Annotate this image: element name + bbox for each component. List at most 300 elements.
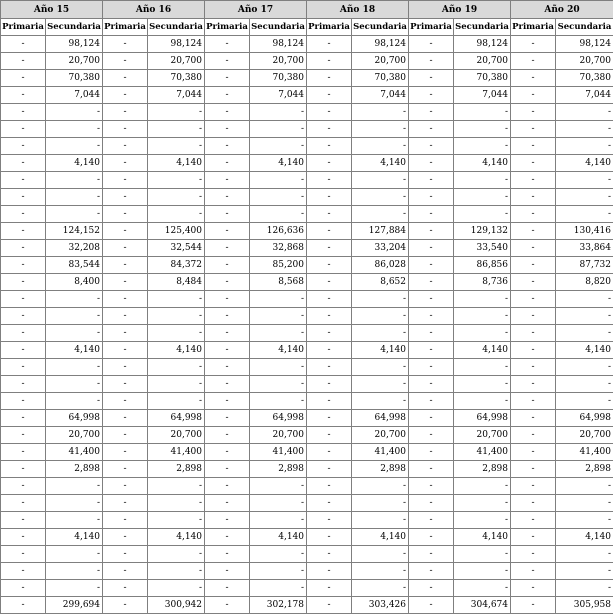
secundaria-cell: - <box>250 495 307 512</box>
primaria-cell: - <box>307 410 352 427</box>
primaria-cell: - <box>103 291 148 308</box>
primaria-cell: - <box>511 529 556 546</box>
primaria-cell: - <box>1 87 46 104</box>
primaria-cell: - <box>511 342 556 359</box>
secundaria-cell: - <box>556 172 613 189</box>
secundaria-cell: - <box>250 359 307 376</box>
secundaria-cell: - <box>352 121 409 138</box>
primaria-cell: - <box>511 155 556 172</box>
primaria-cell: - <box>307 223 352 240</box>
secundaria-cell: - <box>250 138 307 155</box>
primaria-cell: - <box>409 478 454 495</box>
year-header: Año 17 <box>205 1 307 19</box>
secundaria-cell: - <box>556 512 613 529</box>
secundaria-cell: - <box>148 478 205 495</box>
primaria-cell: - <box>511 172 556 189</box>
primaria-cell: - <box>409 138 454 155</box>
secundaria-cell: 20,700 <box>454 53 511 70</box>
primaria-cell: - <box>205 325 250 342</box>
secundaria-cell: - <box>148 359 205 376</box>
secundaria-cell: - <box>46 172 103 189</box>
primaria-cell: - <box>307 189 352 206</box>
secundaria-cell: - <box>148 512 205 529</box>
secundaria-cell: - <box>352 376 409 393</box>
secundaria-cell: - <box>454 325 511 342</box>
secundaria-cell: - <box>454 104 511 121</box>
secundaria-cell: - <box>352 393 409 410</box>
secundaria-cell: - <box>556 138 613 155</box>
secundaria-cell: 41,400 <box>556 444 613 461</box>
primaria-cell: - <box>1 580 46 597</box>
primaria-cell: - <box>307 274 352 291</box>
secundaria-cell: 41,400 <box>352 444 409 461</box>
primaria-cell: - <box>409 325 454 342</box>
secundaria-cell: 64,998 <box>556 410 613 427</box>
secundaria-cell: 124,152 <box>46 223 103 240</box>
secundaria-cell: - <box>250 308 307 325</box>
secundaria-cell: - <box>352 495 409 512</box>
primaria-cell: - <box>103 359 148 376</box>
primaria-cell: - <box>1 393 46 410</box>
primaria-cell: - <box>409 495 454 512</box>
secundaria-cell: - <box>46 138 103 155</box>
secundaria-cell: 8,568 <box>250 274 307 291</box>
primaria-cell: - <box>1 342 46 359</box>
secundaria-cell: 303,426 <box>352 597 409 614</box>
secundaria-cell: - <box>46 546 103 563</box>
secundaria-cell: 4,140 <box>454 529 511 546</box>
secundaria-cell: - <box>250 512 307 529</box>
secundaria-cell: - <box>46 376 103 393</box>
primaria-cell: - <box>409 189 454 206</box>
primaria-cell: - <box>1 274 46 291</box>
year-header: Año 18 <box>307 1 409 19</box>
primaria-cell: - <box>103 257 148 274</box>
primaria-cell: - <box>1 410 46 427</box>
secundaria-cell: 70,380 <box>352 70 409 87</box>
primaria-header: Primaria <box>1 19 46 36</box>
secundaria-cell: - <box>556 478 613 495</box>
primaria-cell: - <box>205 121 250 138</box>
table-row <box>1 172 613 189</box>
primaria-cell: - <box>1 444 46 461</box>
secundaria-cell: 2,898 <box>352 461 409 478</box>
primaria-cell: - <box>307 461 352 478</box>
primaria-cell: - <box>103 223 148 240</box>
primaria-cell: - <box>103 206 148 223</box>
primaria-cell: - <box>307 597 352 614</box>
secundaria-cell: 299,694 <box>46 597 103 614</box>
secundaria-cell: - <box>556 376 613 393</box>
table-row <box>1 512 613 529</box>
secundaria-cell: - <box>454 376 511 393</box>
secundaria-cell: 4,140 <box>250 529 307 546</box>
table-body <box>1 36 613 614</box>
table-row <box>1 223 613 240</box>
secundaria-cell: - <box>454 580 511 597</box>
secundaria-cell: - <box>148 104 205 121</box>
primaria-cell: - <box>307 546 352 563</box>
secundaria-cell: - <box>454 495 511 512</box>
table-row <box>1 257 613 274</box>
primaria-cell: - <box>307 529 352 546</box>
secundaria-header: Secundaria <box>454 19 511 36</box>
primaria-cell: - <box>205 206 250 223</box>
secundaria-cell: - <box>46 189 103 206</box>
table-row <box>1 359 613 376</box>
table-row <box>1 274 613 291</box>
primaria-cell: - <box>103 393 148 410</box>
primaria-cell: - <box>205 461 250 478</box>
primaria-cell: - <box>409 427 454 444</box>
secundaria-cell: 70,380 <box>556 70 613 87</box>
secundaria-cell: 4,140 <box>46 529 103 546</box>
secundaria-cell: 32,208 <box>46 240 103 257</box>
secundaria-cell: - <box>46 308 103 325</box>
primaria-cell: - <box>307 478 352 495</box>
primaria-cell: - <box>409 172 454 189</box>
primaria-cell: - <box>307 291 352 308</box>
primaria-cell: - <box>1 240 46 257</box>
primaria-cell: - <box>511 580 556 597</box>
primaria-cell: - <box>307 36 352 53</box>
secundaria-cell: 125,400 <box>148 223 205 240</box>
secundaria-cell: - <box>556 325 613 342</box>
table-row <box>1 342 613 359</box>
primaria-cell: - <box>307 342 352 359</box>
secundaria-cell: 70,380 <box>148 70 205 87</box>
secundaria-cell: 64,998 <box>352 410 409 427</box>
secundaria-cell: 98,124 <box>250 36 307 53</box>
primaria-cell: - <box>205 393 250 410</box>
secundaria-cell: - <box>556 580 613 597</box>
secundaria-cell: - <box>46 393 103 410</box>
primaria-cell: - <box>1 155 46 172</box>
secundaria-cell: - <box>148 563 205 580</box>
table-row <box>1 461 613 478</box>
primaria-cell: - <box>103 104 148 121</box>
primaria-cell: - <box>511 70 556 87</box>
primaria-cell: - <box>409 155 454 172</box>
primaria-cell: - <box>205 563 250 580</box>
primaria-cell: - <box>205 87 250 104</box>
primaria-cell: - <box>307 121 352 138</box>
primaria-cell: - <box>307 155 352 172</box>
secundaria-cell: - <box>352 172 409 189</box>
secundaria-cell: 64,998 <box>148 410 205 427</box>
primaria-cell: - <box>409 376 454 393</box>
primaria-cell: - <box>1 546 46 563</box>
primaria-cell: - <box>205 410 250 427</box>
primaria-cell: - <box>103 274 148 291</box>
primaria-cell: - <box>103 580 148 597</box>
primaria-cell: - <box>1 291 46 308</box>
secundaria-cell: - <box>148 189 205 206</box>
table-row <box>1 410 613 427</box>
primaria-cell: - <box>511 325 556 342</box>
primaria-cell: - <box>205 580 250 597</box>
secundaria-cell: 8,400 <box>46 274 103 291</box>
primaria-cell: - <box>511 223 556 240</box>
secundaria-cell: 70,380 <box>454 70 511 87</box>
secundaria-cell: - <box>352 325 409 342</box>
primaria-cell: - <box>409 444 454 461</box>
secundaria-cell: 4,140 <box>454 155 511 172</box>
secundaria-cell: - <box>556 189 613 206</box>
secundaria-cell: - <box>556 121 613 138</box>
secundaria-cell: 87,732 <box>556 257 613 274</box>
primaria-cell: - <box>409 563 454 580</box>
primaria-cell: - <box>205 104 250 121</box>
primaria-cell: - <box>409 206 454 223</box>
secundaria-cell: - <box>46 121 103 138</box>
table-row <box>1 444 613 461</box>
primaria-cell: - <box>1 529 46 546</box>
secundaria-cell: - <box>352 580 409 597</box>
secundaria-cell: 4,140 <box>250 155 307 172</box>
primaria-cell: - <box>511 495 556 512</box>
secundaria-cell: 300,942 <box>148 597 205 614</box>
secundaria-cell: - <box>454 121 511 138</box>
primaria-cell: - <box>205 36 250 53</box>
year-header: Año 19 <box>409 1 511 19</box>
secundaria-cell: 98,124 <box>148 36 205 53</box>
table-row <box>1 529 613 546</box>
secundaria-cell: 8,484 <box>148 274 205 291</box>
table-row <box>1 104 613 121</box>
secundaria-cell: 32,868 <box>250 240 307 257</box>
primaria-cell: - <box>511 121 556 138</box>
table-row <box>1 240 613 257</box>
level-header-row <box>1 19 613 36</box>
primaria-header: Primaria <box>511 19 556 36</box>
year-header: Año 20 <box>511 1 613 19</box>
secundaria-cell: 304,674 <box>454 597 511 614</box>
secundaria-cell: - <box>454 359 511 376</box>
secundaria-cell: - <box>352 308 409 325</box>
table-row <box>1 393 613 410</box>
primaria-cell: - <box>1 461 46 478</box>
secundaria-cell: - <box>556 206 613 223</box>
secundaria-cell: 2,898 <box>250 461 307 478</box>
secundaria-cell: 41,400 <box>46 444 103 461</box>
secundaria-cell: - <box>454 393 511 410</box>
secundaria-header: Secundaria <box>556 19 613 36</box>
secundaria-cell: - <box>250 325 307 342</box>
primaria-cell: - <box>409 308 454 325</box>
primaria-cell: - <box>511 478 556 495</box>
secundaria-cell: - <box>148 138 205 155</box>
primaria-cell: - <box>103 495 148 512</box>
primaria-cell: - <box>511 461 556 478</box>
table-row <box>1 70 613 87</box>
secundaria-cell: 4,140 <box>556 529 613 546</box>
table-row <box>1 138 613 155</box>
secundaria-cell: - <box>250 580 307 597</box>
primaria-cell: - <box>511 512 556 529</box>
primaria-cell: - <box>103 240 148 257</box>
primaria-cell: - <box>205 478 250 495</box>
primaria-cell: - <box>307 206 352 223</box>
secundaria-cell: - <box>454 291 511 308</box>
primaria-cell: - <box>307 257 352 274</box>
secundaria-cell: 84,372 <box>148 257 205 274</box>
primaria-cell: - <box>1 223 46 240</box>
primaria-cell: - <box>511 563 556 580</box>
secundaria-cell: 127,884 <box>352 223 409 240</box>
secundaria-cell: 32,544 <box>148 240 205 257</box>
primaria-cell: - <box>409 274 454 291</box>
primaria-cell: - <box>103 512 148 529</box>
primaria-cell: - <box>409 257 454 274</box>
primaria-cell: - <box>1 257 46 274</box>
secundaria-cell: 4,140 <box>46 155 103 172</box>
secundaria-cell: 4,140 <box>148 342 205 359</box>
secundaria-cell: 20,700 <box>148 427 205 444</box>
secundaria-cell: 70,380 <box>46 70 103 87</box>
primaria-cell: - <box>103 342 148 359</box>
secundaria-cell: 7,044 <box>250 87 307 104</box>
primaria-cell: - <box>205 308 250 325</box>
table-row <box>1 376 613 393</box>
secundaria-cell: - <box>556 308 613 325</box>
secundaria-header: Secundaria <box>148 19 205 36</box>
secundaria-cell: 20,700 <box>454 427 511 444</box>
table-row <box>1 546 613 563</box>
secundaria-cell: 4,140 <box>556 342 613 359</box>
secundaria-cell: 2,898 <box>46 461 103 478</box>
secundaria-cell: 7,044 <box>352 87 409 104</box>
primaria-cell: - <box>103 53 148 70</box>
secundaria-cell: 7,044 <box>148 87 205 104</box>
secundaria-cell: - <box>352 563 409 580</box>
secundaria-cell: - <box>250 563 307 580</box>
primaria-cell: - <box>409 529 454 546</box>
primaria-cell: - <box>205 495 250 512</box>
primaria-cell: - <box>1 36 46 53</box>
primaria-cell: - <box>307 444 352 461</box>
primaria-cell: - <box>103 410 148 427</box>
primaria-cell: - <box>205 291 250 308</box>
primaria-cell: - <box>1 512 46 529</box>
primaria-cell: - <box>511 359 556 376</box>
primaria-cell: - <box>205 138 250 155</box>
primaria-cell: - <box>511 206 556 223</box>
secundaria-cell: - <box>148 495 205 512</box>
primaria-cell: - <box>205 376 250 393</box>
primaria-cell: - <box>205 53 250 70</box>
secundaria-cell: - <box>148 121 205 138</box>
secundaria-cell: 130,416 <box>556 223 613 240</box>
primaria-cell: - <box>307 359 352 376</box>
primaria-cell: - <box>307 53 352 70</box>
primaria-cell: - <box>307 308 352 325</box>
secundaria-cell: - <box>148 291 205 308</box>
secundaria-cell: - <box>454 172 511 189</box>
secundaria-cell: - <box>556 104 613 121</box>
primaria-cell: - <box>409 291 454 308</box>
secundaria-cell: - <box>352 512 409 529</box>
secundaria-cell: 98,124 <box>46 36 103 53</box>
primaria-cell: - <box>103 308 148 325</box>
secundaria-cell: - <box>46 563 103 580</box>
primaria-cell: - <box>409 342 454 359</box>
secundaria-cell: 98,124 <box>454 36 511 53</box>
secundaria-cell: - <box>454 512 511 529</box>
table-row <box>1 597 613 614</box>
secundaria-cell: 64,998 <box>454 410 511 427</box>
secundaria-cell: 83,544 <box>46 257 103 274</box>
secundaria-header: Secundaria <box>46 19 103 36</box>
primaria-cell: - <box>511 597 556 614</box>
primaria-cell: - <box>511 393 556 410</box>
secundaria-cell: - <box>148 580 205 597</box>
primaria-cell: - <box>103 87 148 104</box>
secundaria-cell: - <box>556 291 613 308</box>
primaria-cell: - <box>103 563 148 580</box>
secundaria-cell: 4,140 <box>46 342 103 359</box>
primaria-cell: - <box>511 410 556 427</box>
primaria-cell: - <box>511 189 556 206</box>
primaria-cell: - <box>409 223 454 240</box>
secundaria-cell: - <box>454 308 511 325</box>
primaria-cell: - <box>205 240 250 257</box>
secundaria-cell: - <box>250 121 307 138</box>
primaria-cell: - <box>409 121 454 138</box>
secundaria-cell: 8,820 <box>556 274 613 291</box>
primaria-cell: - <box>1 325 46 342</box>
secundaria-cell: 4,140 <box>352 342 409 359</box>
secundaria-cell: - <box>46 478 103 495</box>
primaria-cell: - <box>205 546 250 563</box>
secundaria-cell: 2,898 <box>454 461 511 478</box>
primaria-cell: - <box>511 291 556 308</box>
primaria-cell: - <box>205 359 250 376</box>
primaria-header: Primaria <box>103 19 148 36</box>
primaria-cell: - <box>409 597 454 614</box>
primaria-cell: - <box>307 70 352 87</box>
primaria-cell: - <box>103 172 148 189</box>
primaria-cell: - <box>511 87 556 104</box>
secundaria-cell: - <box>46 495 103 512</box>
secundaria-cell: - <box>46 104 103 121</box>
primaria-header: Primaria <box>409 19 454 36</box>
secundaria-cell: 64,998 <box>250 410 307 427</box>
table-row <box>1 121 613 138</box>
primaria-cell: - <box>307 580 352 597</box>
secundaria-cell: 8,652 <box>352 274 409 291</box>
secundaria-cell: - <box>250 189 307 206</box>
secundaria-cell: 8,736 <box>454 274 511 291</box>
primaria-cell: - <box>205 189 250 206</box>
secundaria-cell: 7,044 <box>454 87 511 104</box>
primaria-cell: - <box>103 121 148 138</box>
primaria-cell: - <box>205 342 250 359</box>
secundaria-cell: - <box>352 291 409 308</box>
primaria-cell: - <box>409 580 454 597</box>
secundaria-cell: 4,140 <box>352 529 409 546</box>
secundaria-cell: 126,636 <box>250 223 307 240</box>
primaria-cell: - <box>511 427 556 444</box>
primaria-cell: - <box>511 274 556 291</box>
year-header: Año 16 <box>103 1 205 19</box>
secundaria-cell: - <box>556 359 613 376</box>
primaria-cell: - <box>1 376 46 393</box>
secundaria-cell: - <box>250 172 307 189</box>
primaria-cell: - <box>307 87 352 104</box>
primaria-cell: - <box>307 138 352 155</box>
primaria-cell: - <box>511 53 556 70</box>
